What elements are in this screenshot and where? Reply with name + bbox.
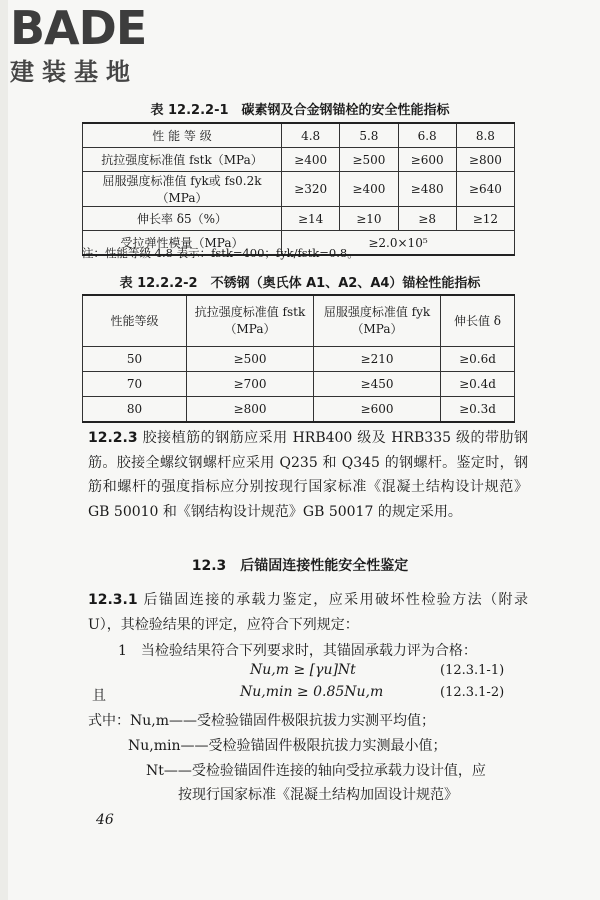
cell: ≥800 — [187, 397, 314, 423]
where-line-1: 式中：Nu,m——受检验锚固件极限抗拔力实测平均值； — [88, 713, 435, 729]
cell: ≥450 — [314, 372, 441, 397]
table1-caption: 表 12.2.2-1 碳素钢及合金钢锚栓的安全性能指标 — [150, 103, 450, 118]
brand-logo — [8, 4, 178, 87]
table-row — [83, 397, 515, 423]
cell-merged: ≥2.0×10⁵ — [282, 231, 515, 256]
cell: ≥320 — [282, 172, 340, 207]
table2-caption: 表 12.2.2-2 不锈钢（奥氏体 A1、A2、A4）锚栓性能指标 — [119, 276, 481, 291]
bade-logo-mark — [8, 4, 178, 50]
clause-12-2-3 — [88, 426, 528, 524]
clause-12-3-1 — [88, 588, 528, 637]
cell: ≥480 — [398, 172, 456, 207]
table-row — [83, 207, 515, 231]
table-row — [83, 347, 515, 372]
cell: ≥10 — [340, 207, 398, 231]
header-cell: 伸长值 δ — [441, 295, 515, 347]
header-cell: 4.8 — [282, 123, 340, 148]
table-row — [83, 148, 515, 172]
header-cell: 屈服强度标准值 fyk（MPa） — [314, 295, 441, 347]
cell: ≥800 — [456, 148, 514, 172]
cell: 80 — [83, 397, 187, 423]
cell: ≥0.6d — [441, 347, 515, 372]
table-row — [83, 372, 515, 397]
where-line-3: Nt——受检验锚固件连接的轴向受拉承载力设计值，应 — [146, 763, 486, 779]
cell: ≥400 — [340, 172, 398, 207]
equation-1-number: (12.3.1-1) — [440, 663, 505, 678]
clause-number: 12.2.3 — [88, 430, 138, 446]
table1-note: 注：性能等级 4.8 表示：fstk=400；fyk/fstk=0.8。 — [82, 246, 359, 260]
cell: ≥500 — [187, 347, 314, 372]
clause-number: 12.3.1 — [88, 592, 138, 608]
item-1: 1 当检验结果符合下列要求时，其锚固承载力评为合格： — [118, 643, 477, 659]
page-edge-shade — [0, 0, 8, 900]
table-row — [83, 172, 515, 207]
cell: ≥0.3d — [441, 397, 515, 423]
cell: ≥700 — [187, 372, 314, 397]
section-heading: 12.3 后锚固连接性能安全性鉴定 — [191, 558, 409, 574]
row-label: 屈服强度标准值 fyk或 fs0.2k（MPa） — [83, 172, 282, 207]
cell: ≥600 — [398, 148, 456, 172]
cell: ≥210 — [314, 347, 441, 372]
header-cell: 5.8 — [340, 123, 398, 148]
table-stainless-anchor — [82, 294, 515, 423]
equation-1: Nu,m ≥ [γu]Nt — [250, 662, 356, 678]
where-line-2: Nu,min——受检验锚固件极限抗拔力实测最小值； — [128, 738, 447, 754]
clause-text: 后锚固连接的承载力鉴定，应采用破坏性检验方法（附录 U），其检验结果的评定，应符合下列规定： — [88, 592, 528, 633]
cell: ≥12 — [456, 207, 514, 231]
equation-2: Nu,min ≥ 0.85Nu,m — [240, 684, 384, 700]
cell: ≥500 — [340, 148, 398, 172]
logo-subtitle: 建装基地 — [10, 58, 138, 86]
header-cell: 性能等级 — [83, 295, 187, 347]
clause-text: 胶接植筋的钢筋应采用 HRB400 级及 HRB335 级的带肋钢筋。胶接全螺纹钢螺杆应采用 Q235 和 Q345 的钢螺杆。鉴定时，钢筋和螺杆的强度指标应分别按现行国家标准《混凝土结构设计规范》GB 50010 和《钢结构设计规范》GB 50017 的规定采用。 — [88, 430, 529, 520]
cell: ≥400 — [282, 148, 340, 172]
cell: ≥14 — [282, 207, 340, 231]
cell: 70 — [83, 372, 187, 397]
cell: 50 — [83, 347, 187, 372]
cell: ≥640 — [456, 172, 514, 207]
equation-2-number: (12.3.1-2) — [440, 685, 505, 700]
cell: ≥0.4d — [441, 372, 515, 397]
header-cell: 抗拉强度标准值 fstk（MPa） — [187, 295, 314, 347]
header-cell: 6.8 — [398, 123, 456, 148]
conjunction: 且 — [92, 688, 106, 704]
header-cell: 性 能 等 级 — [83, 123, 282, 148]
table-header-row — [83, 123, 515, 148]
table-header-row — [83, 295, 515, 347]
cell: ≥8 — [398, 207, 456, 231]
where-line-3-cont: 按现行国家标准《混凝土结构加固设计规范》 — [178, 787, 458, 803]
page-number: 46 — [96, 812, 114, 828]
header-cell: 8.8 — [456, 123, 514, 148]
row-label: 抗拉强度标准值 fstk（MPa） — [83, 148, 282, 172]
svg-text:BADE: BADE — [10, 4, 147, 50]
table-carbon-steel-anchor — [82, 122, 515, 256]
row-label: 受拉弹性模量（MPa） — [83, 231, 282, 256]
cell: ≥600 — [314, 397, 441, 423]
row-label: 伸长率 δ5（%） — [83, 207, 282, 231]
